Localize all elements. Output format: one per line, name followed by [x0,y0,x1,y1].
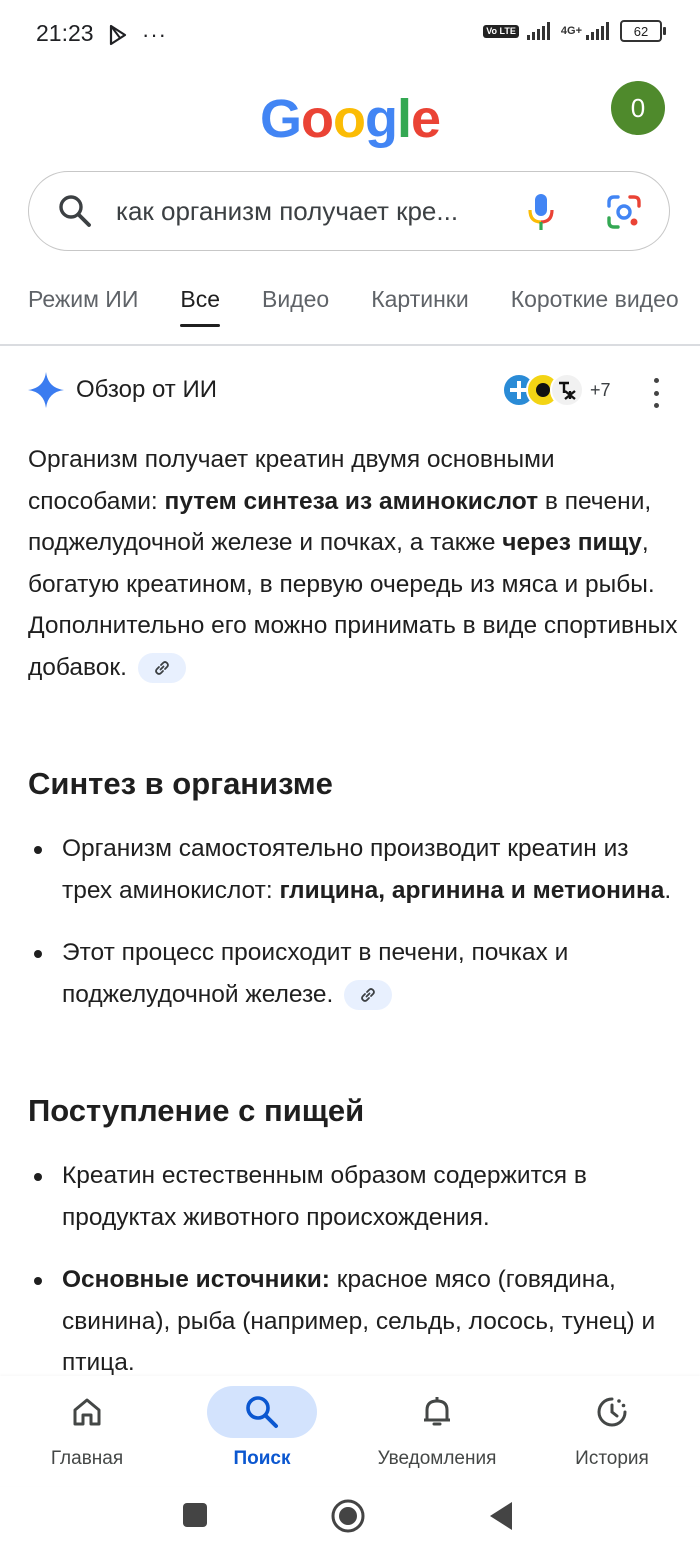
section-heading-synthesis: Синтез в организме [28,766,333,801]
nav-history-label: История [575,1448,649,1469]
status-right-icons [483,20,662,42]
link-icon [359,986,377,1004]
list-item: Этот процесс происходит в печени, почках и поджелудочной железе. [28,932,678,1015]
search-tabs [28,286,700,327]
nav-notifications-label: Уведомления [377,1448,497,1469]
link-icon [153,659,171,677]
search-input[interactable]: как организм получает кре... [116,196,459,226]
play-store-icon [108,24,128,46]
synthesis-list [28,828,678,1015]
recents-button[interactable] [182,1502,208,1528]
signal-icon-2 [586,22,612,40]
google-logo: Google [259,89,441,149]
more-options-icon[interactable] [646,378,666,408]
tabs-divider [0,344,700,346]
search-nav-icon [207,1386,317,1438]
source-favicons[interactable] [502,373,574,407]
microphone-icon[interactable] [527,192,555,232]
volte-icon: Vo LTE [483,25,519,38]
status-more-icon: ··· [142,22,167,47]
nav-search-label: Поиск [233,1448,291,1469]
nav-home[interactable] [12,1386,162,1470]
google-lens-icon[interactable] [606,194,642,230]
ai-overview-intro: Организм получает креатин двумя основными способами: путем синтеза из аминокислот в печени, поджелудочной железе и почках, а также через пищу, богатую креатином, в первую очередь из мяса и рыбы. Дополнительно его можно принимать в виде спортивных добавок. [28,439,678,688]
tab-images[interactable]: Картинки [371,286,469,312]
home-button[interactable] [330,1498,366,1534]
nav-search[interactable] [187,1386,337,1470]
history-icon [557,1386,667,1438]
list-item: Организм самостоятельно производит креатин из трех аминокислот: глицина, аргинина и метионина. [28,828,678,911]
tab-all[interactable]: Все [180,286,220,327]
more-sources-count[interactable]: +7 [590,380,611,400]
source-favicon-3 [550,373,584,407]
signal-icon [527,22,553,40]
battery-icon: 62 [620,20,662,42]
tab-short-videos[interactable]: Короткие видео [510,286,679,312]
tab-videos[interactable]: Видео [262,286,330,312]
section-heading-food: Поступление с пищей [28,1093,365,1128]
system-navigation-bar [0,1488,700,1556]
list-item: Основные источники: красное мясо (говядина, свинина), рыба (например, сельдь, лосось, тунец) и птица. [28,1259,678,1384]
list-item: Креатин естественным образом содержится в продуктах животного происхождения. [28,1155,678,1238]
ai-overview-header [28,372,217,408]
tzh-logo-icon [556,379,578,401]
gemini-sparkle-icon [28,372,64,408]
ai-overview-title: Обзор от ИИ [76,376,217,403]
account-avatar[interactable]: 0 [611,81,665,135]
source-link-chip[interactable] [344,980,392,1010]
network-type: 4G+ [560,25,582,37]
status-left-icons [108,22,167,48]
status-time: 21:23 [36,20,94,46]
food-list [28,1155,678,1384]
nav-notifications[interactable] [362,1386,512,1470]
source-link-chip[interactable] [138,653,186,683]
bell-icon [382,1386,492,1438]
home-icon [32,1386,142,1438]
back-button[interactable] [488,1500,514,1532]
tab-ai-mode[interactable]: Режим ИИ [28,286,139,312]
nav-home-label: Главная [50,1448,124,1469]
search-icon [58,194,92,228]
nav-history[interactable] [537,1386,687,1470]
